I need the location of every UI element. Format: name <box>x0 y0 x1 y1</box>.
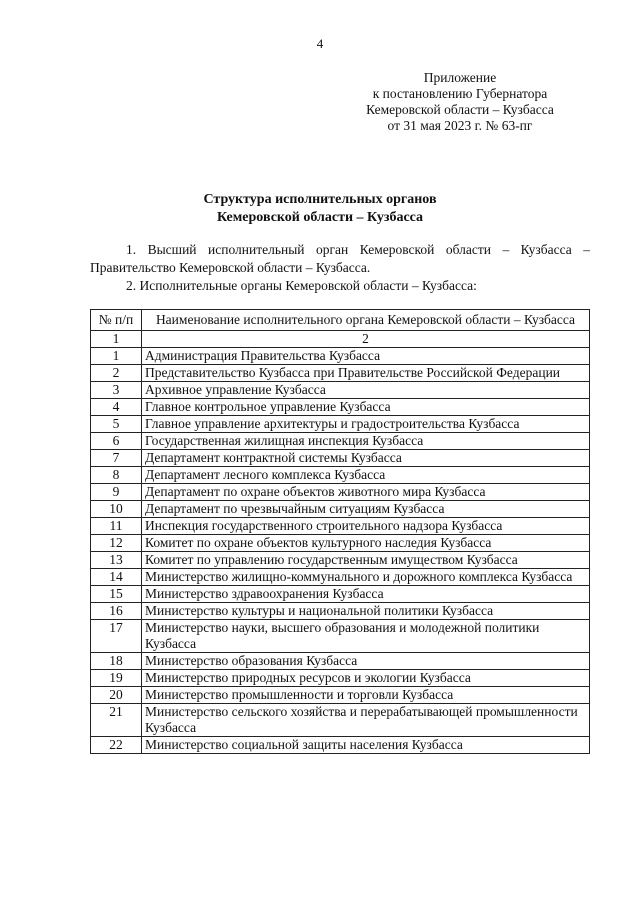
row-name: Министерство социальной защиты населения Кузбасса <box>142 737 590 754</box>
table-row <box>91 433 590 450</box>
row-num: 11 <box>91 518 142 535</box>
row-num: 3 <box>91 382 142 399</box>
row-name: Департамент контрактной системы Кузбасса <box>142 450 590 467</box>
row-num: 15 <box>91 586 142 603</box>
table-row <box>91 399 590 416</box>
row-num: 14 <box>91 569 142 586</box>
table-row <box>91 737 590 754</box>
row-num: 1 <box>91 348 142 365</box>
row-name: Государственная жилищная инспекция Кузбасса <box>142 433 590 450</box>
row-name: Комитет по управлению государственным имуществом Кузбасса <box>142 552 590 569</box>
row-num: 18 <box>91 653 142 670</box>
appendix-line: к постановлению Губернатора <box>372 86 548 101</box>
row-name: Инспекция государственного строительного надзора Кузбасса <box>142 518 590 535</box>
header-num: № п/п <box>91 310 142 331</box>
table-row <box>91 687 590 704</box>
appendix-line: от 31 мая 2023 г. № 63-пг <box>387 118 533 133</box>
table-row <box>91 365 590 382</box>
table-row <box>91 670 590 687</box>
row-name: Министерство жилищно-коммунального и дорожного комплекса Кузбасса <box>142 569 590 586</box>
appendix-line: Кемеровской области – Кузбасса <box>366 102 554 117</box>
row-name: Министерство промышленности и торговли Кузбасса <box>142 687 590 704</box>
title-line: Кемеровской области – Кузбасса <box>216 210 424 225</box>
table-index-row <box>91 331 590 348</box>
row-name: Департамент по чрезвычайным ситуациям Кузбасса <box>142 501 590 518</box>
table-row <box>91 653 590 670</box>
row-num: 17 <box>91 620 142 653</box>
table-row <box>91 535 590 552</box>
table-row <box>91 467 590 484</box>
index-name: 2 <box>142 331 590 348</box>
table-row <box>91 450 590 467</box>
header-name: Наименование исполнительного органа Кемеровской области – Кузбасса <box>142 310 590 331</box>
table-row <box>91 569 590 586</box>
index-num: 1 <box>91 331 142 348</box>
appendix-line: Приложение <box>423 70 497 85</box>
paragraph: 1. Высший исполнительный орган Кемеровской области – Кузбасса – Правительство Кемеровской области – Кузбасса. <box>90 242 590 275</box>
row-num: 21 <box>91 704 142 737</box>
row-num: 8 <box>91 467 142 484</box>
row-name: Главное управление архитектуры и градостроительства Кузбасса <box>142 416 590 433</box>
table-row <box>91 704 590 737</box>
table-row <box>91 603 590 620</box>
row-num: 5 <box>91 416 142 433</box>
row-num: 13 <box>91 552 142 569</box>
row-num: 16 <box>91 603 142 620</box>
row-name: Министерство здравоохранения Кузбасса <box>142 586 590 603</box>
row-num: 4 <box>91 399 142 416</box>
row-name: Администрация Правительства Кузбасса <box>142 348 590 365</box>
row-name: Департамент лесного комплекса Кузбасса <box>142 467 590 484</box>
row-name: Главное контрольное управление Кузбасса <box>142 399 590 416</box>
row-name: Министерство образования Кузбасса <box>142 653 590 670</box>
row-name: Министерство культуры и национальной политики Кузбасса <box>142 603 590 620</box>
row-name: Министерство сельского хозяйства и перерабатывающей промышленности Кузбасса <box>142 704 590 737</box>
row-name: Комитет по охране объектов культурного наследия Кузбасса <box>142 535 590 552</box>
table-row <box>91 348 590 365</box>
table-row <box>91 518 590 535</box>
table-row <box>91 552 590 569</box>
row-name: Департамент по охране объектов животного мира Кузбасса <box>142 484 590 501</box>
table-header-row <box>91 310 590 331</box>
table-row <box>91 484 590 501</box>
row-num: 22 <box>91 737 142 754</box>
row-num: 7 <box>91 450 142 467</box>
row-name: Министерство природных ресурсов и экологии Кузбасса <box>142 670 590 687</box>
row-name: Архивное управление Кузбасса <box>142 382 590 399</box>
appendix-block <box>330 70 590 134</box>
page-number: 4 <box>316 36 324 51</box>
table-row <box>91 586 590 603</box>
table-row <box>91 416 590 433</box>
row-num: 9 <box>91 484 142 501</box>
table-row <box>91 501 590 518</box>
document-body <box>90 241 590 295</box>
row-name: Представительство Кузбасса при Правительстве Российской Федерации <box>142 365 590 382</box>
row-num: 19 <box>91 670 142 687</box>
row-num: 10 <box>91 501 142 518</box>
row-num: 2 <box>91 365 142 382</box>
title-line: Структура исполнительных органов <box>203 192 437 207</box>
row-num: 20 <box>91 687 142 704</box>
row-name: Министерство науки, высшего образования и молодежной политики Кузбасса <box>142 620 590 653</box>
document-title <box>0 191 640 227</box>
executive-bodies-table <box>90 309 590 754</box>
row-num: 12 <box>91 535 142 552</box>
table-row <box>91 620 590 653</box>
paragraph: 2. Исполнительные органы Кемеровской области – Кузбасса: <box>126 278 477 293</box>
row-num: 6 <box>91 433 142 450</box>
table-row <box>91 382 590 399</box>
